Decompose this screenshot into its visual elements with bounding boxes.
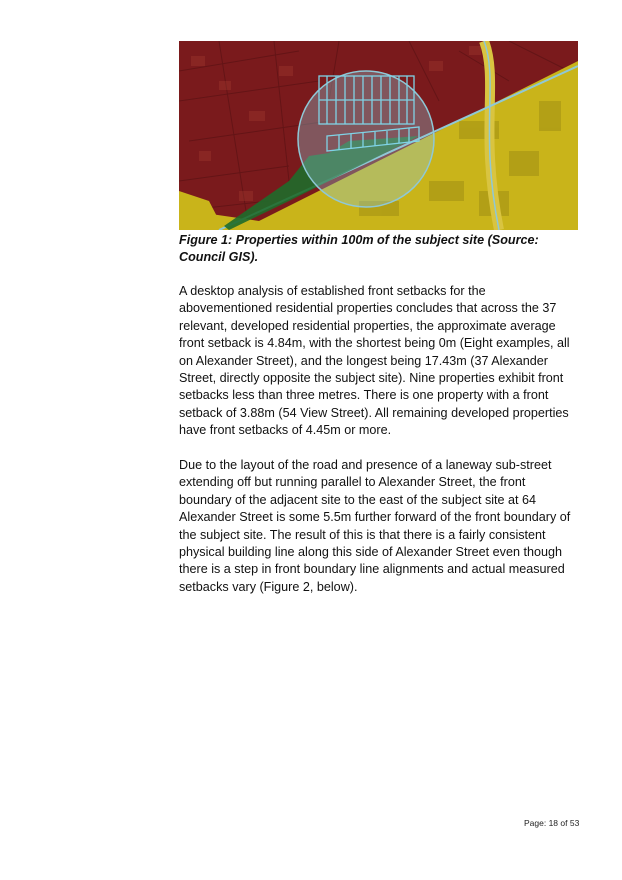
zoning-map	[179, 41, 578, 230]
figure-caption: Figure 1: Properties within 100m of the subject site (Source: Council GIS).	[179, 233, 539, 264]
aerial-map-figure	[179, 41, 578, 230]
paragraph-setback-analysis: A desktop analysis of established front setbacks for the abovementioned residential properties concludes that across the 37 relevant, developed residential properties, the approximate average front setback is 4.84m, with the shortest being 0m (Eight examples, all on Alexander Street), and the longest being 17.43m (37 Alexander Street, directly opposite the subject site). Nine properties exhibit front setbacks less than three metres. There is one property with a front setback of 3.88m (54 View Street). All remaining developed properties have front setbacks of 4.45m or more.	[179, 284, 570, 438]
paragraph-building-line: Due to the layout of the road and presence of a laneway sub-street extending off but running parallel to Alexander Street, the front boundary of the adjacent site to the east of the subject site at 64 Alexander Street is some 5.5m further forward of the front boundary of the subject site. The result of this is that there is a fairly consistent physical building line along this side of Alexander Street even though there is a step in front boundary line alignments and actual measured setbacks vary (Figure 2, below).	[179, 458, 571, 594]
page-number: Page: 18 of 53	[524, 818, 580, 828]
